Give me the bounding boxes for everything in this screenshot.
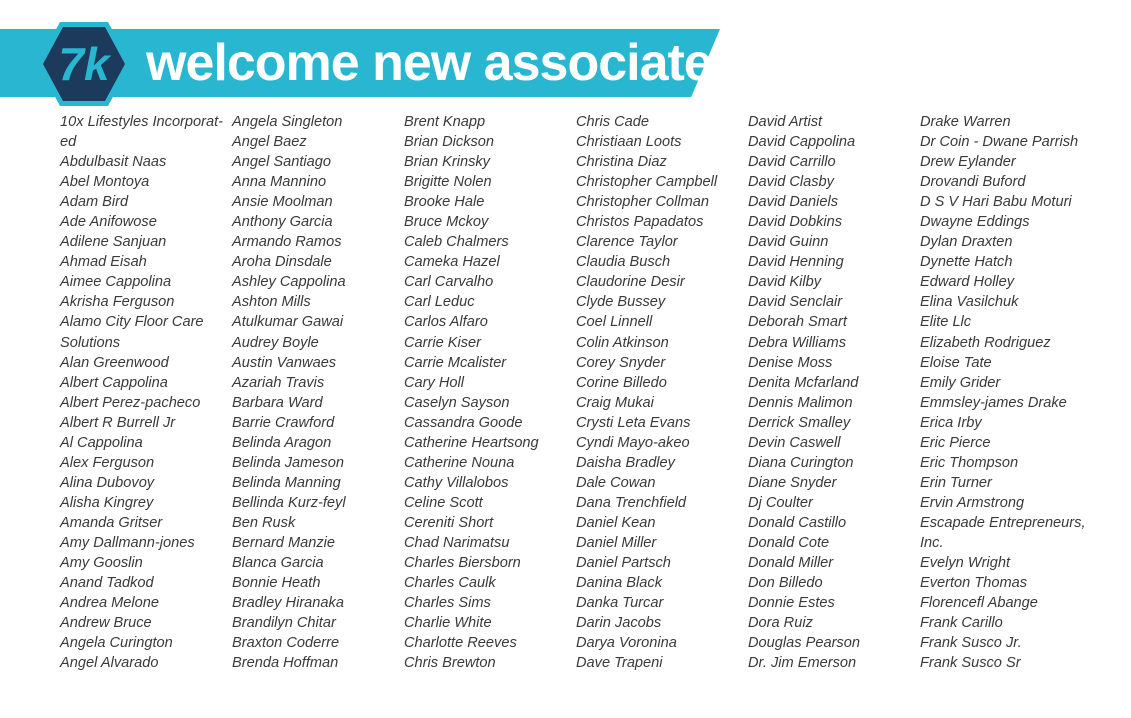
associate-name: Denise Moss: [748, 354, 833, 371]
associate-name: Dora Ruiz: [748, 615, 813, 632]
associate-name: Chris Cade: [576, 114, 649, 130]
associate-name: Daniel Miller: [576, 534, 657, 551]
associate-name: Angela Curington: [60, 635, 173, 652]
associate-name: Christina Diaz: [576, 154, 667, 171]
associate-name: Braxton Coderre: [232, 635, 340, 652]
associate-name: Christiaan Loots: [576, 134, 682, 151]
associates-list: [60, 112, 1120, 673]
names-column-1: [60, 112, 232, 673]
associate-name: Denita Mcfarland: [748, 374, 859, 391]
associate-name: Drew Eylander: [920, 154, 1016, 171]
associate-name: Belinda Aragon: [232, 434, 332, 451]
associate-name: Dana Trenchfield: [576, 494, 687, 511]
page-title: welcome new associates!: [146, 34, 756, 92]
associate-name: Darya Voronina: [576, 635, 677, 652]
associate-name: Brooke Hale: [404, 194, 485, 211]
associate-name: Ade Anifowose: [60, 214, 157, 231]
associate-name: Barrie Crawford: [232, 414, 335, 431]
associate-name: Belinda Manning: [232, 474, 341, 491]
associate-name: Dr Coin - Dwane Parrish: [920, 134, 1079, 151]
associate-name: Alan Greenwood: [60, 354, 169, 371]
associate-name: Ashton Mills: [232, 294, 311, 311]
associate-name: Charlotte Reeves: [404, 635, 517, 652]
associate-name: Dr. Jim Emerson: [748, 655, 857, 672]
associate-name: David Kilby: [748, 274, 821, 291]
associate-name: Blanca Garcia: [232, 555, 324, 572]
associate-name: Albert Cappolina: [60, 374, 168, 391]
associate-name: Darin Jacobs: [576, 615, 662, 632]
associate-name: Donald Miller: [748, 555, 834, 572]
associate-name: Akrisha Ferguson: [60, 294, 175, 311]
names-column-5: [748, 112, 920, 673]
associate-name: Azariah Travis: [232, 374, 325, 391]
associate-name: Brigitte Nolen: [404, 174, 492, 191]
associate-name: Diane Snyder: [748, 474, 837, 491]
associate-name: Atulkumar Gawai: [232, 314, 344, 331]
associate-name: Anthony Garcia: [232, 214, 333, 231]
associate-name: Brent Knapp: [404, 114, 486, 130]
associate-name: Coel Linnell: [576, 314, 653, 331]
names-column-2: [232, 112, 404, 673]
associate-name: Douglas Pearson: [748, 635, 860, 652]
associate-name: Donald Cote: [748, 534, 830, 551]
associate-name: Anand Tadkod: [60, 575, 154, 592]
associate-name: Erica Irby: [920, 414, 982, 431]
associate-name: Chad Narimatsu: [404, 534, 510, 551]
associate-name: Daniel Partsch: [576, 555, 671, 572]
associate-name: Corine Billedo: [576, 374, 667, 391]
associate-name: Diana Curington: [748, 454, 854, 471]
associate-name: Charles Sims: [404, 595, 491, 612]
associate-name: Carl Carvalho: [404, 274, 494, 291]
associate-name: Corey Snyder: [576, 354, 666, 371]
logo-text: 7k: [58, 38, 110, 90]
associate-name: Brian Dickson: [404, 134, 495, 151]
associate-name: Barbara Ward: [232, 394, 323, 411]
associate-name: Al Cappolina: [60, 434, 143, 451]
associate-name: David Senclair: [748, 294, 843, 311]
associate-name: Angel Alvarado: [60, 655, 159, 672]
associate-name: Dylan Draxten: [920, 234, 1013, 251]
associate-name: David Guinn: [748, 234, 829, 251]
associate-name: Frank Susco Jr.: [920, 635, 1022, 652]
associate-name: Aimee Cappolina: [60, 274, 172, 291]
associate-name: Austin Vanwaes: [232, 354, 337, 371]
associate-name: Cameka Hazel: [404, 254, 500, 271]
associate-name: Donnie Estes: [748, 595, 835, 612]
associate-name: D S V Hari Babu Moturi: [920, 194, 1072, 211]
associate-name: Crysti Leta Evans: [576, 414, 691, 431]
associate-name: Eric Thompson: [920, 454, 1019, 471]
associate-name: Dj Coulter: [748, 494, 813, 511]
associate-name: Dale Cowan: [576, 474, 656, 491]
associate-name: Andrea Melone: [60, 595, 159, 612]
associate-name: Abdulbasit Naas: [60, 154, 167, 171]
associate-name: Charles Caulk: [404, 575, 496, 592]
associate-name: Charlie White: [404, 615, 492, 632]
associate-name: Cary Holl: [404, 374, 465, 391]
associate-name: Bonnie Heath: [232, 575, 321, 592]
associate-name: Christopher Campbell: [576, 174, 718, 191]
associate-name: Dwayne Eddings: [920, 214, 1030, 231]
associate-name: Devin Caswell: [748, 434, 841, 451]
associate-name: Aroha Dinsdale: [232, 254, 332, 271]
associate-name: Caleb Chalmers: [404, 234, 509, 251]
associate-name: Cereniti Short: [404, 514, 494, 531]
associate-name: Catherine Heartsong: [404, 434, 539, 451]
associate-name: Derrick Smalley: [748, 414, 851, 431]
associate-name: Carrie Mcalister: [404, 354, 507, 371]
associate-name: Bruce Mckoy: [404, 214, 489, 231]
associate-name: Eric Pierce: [920, 434, 991, 451]
associate-name: Drake Warren: [920, 114, 1011, 130]
associate-name: Dynette Hatch: [920, 254, 1013, 271]
associate-name: Ahmad Eisah: [60, 254, 147, 271]
associate-name: Clarence Taylor: [576, 234, 678, 251]
associate-name: Carlos Alfaro: [404, 314, 488, 331]
associate-name: Dave Trapeni: [576, 655, 663, 672]
associate-name: Craig Mukai: [576, 394, 654, 411]
associate-name: Erin Turner: [920, 474, 992, 491]
associate-name: Everton Thomas: [920, 575, 1028, 592]
associate-name: Adilene Sanjuan: [60, 234, 167, 251]
associate-name: Amanda Gritser: [60, 514, 163, 531]
associate-name: Cassandra Goode: [404, 414, 523, 431]
associate-name: Celine Scott: [404, 494, 483, 511]
associate-name: Caselyn Sayson: [404, 394, 510, 411]
associate-name: 10x Lifestyles Incorporat-ed: [60, 114, 224, 151]
associate-name: Donald Castillo: [748, 514, 847, 531]
associate-name: Don Billedo: [748, 575, 823, 592]
associate-name: Alex Ferguson: [60, 454, 155, 471]
associate-name: Carl Leduc: [404, 294, 475, 311]
associate-name: Elizabeth Rodriguez: [920, 334, 1051, 351]
associate-name: Ansie Moolman: [232, 194, 333, 211]
associate-name: Angela Singleton: [232, 114, 343, 130]
associate-name: Ashley Cappolina: [232, 274, 346, 291]
associate-name: Florencefl Abange: [920, 595, 1038, 612]
associate-name: Albert R Burrell Jr: [60, 414, 176, 431]
associate-name: David Cappolina: [748, 134, 856, 151]
associate-name: Emily Grider: [920, 374, 1001, 391]
associate-name: Colin Atkinson: [576, 334, 669, 351]
associate-name: Brenda Hoffman: [232, 655, 339, 672]
associate-name: Danina Black: [576, 575, 662, 592]
associate-name: Clyde Bussey: [576, 294, 666, 311]
associate-name: David Clasby: [748, 174, 834, 191]
associate-name: David Artist: [748, 114, 823, 130]
associate-name: Charles Biersborn: [404, 555, 521, 572]
associate-name: Elina Vasilchuk: [920, 294, 1019, 311]
associate-name: Anna Mannino: [232, 174, 327, 191]
names-column-6: [920, 112, 1092, 673]
associate-name: Christopher Collman: [576, 194, 710, 211]
associate-name: Belinda Jameson: [232, 454, 344, 471]
associate-name: Bernard Manzie: [232, 534, 336, 551]
associate-name: Escapade Entrepreneurs, Inc.: [920, 514, 1086, 551]
associate-name: David Dobkins: [748, 214, 843, 231]
associate-name: Bellinda Kurz-feyl: [232, 494, 346, 511]
associate-name: Debra Williams: [748, 334, 846, 351]
associate-name: Claudorine Desir: [576, 274, 685, 291]
associate-name: Audrey Boyle: [232, 334, 319, 351]
associate-name: Edward Holley: [920, 274, 1015, 291]
associate-name: Emmsley-james Drake: [920, 394, 1067, 411]
associate-name: Chris Brewton: [404, 655, 496, 672]
associate-name: Claudia Busch: [576, 254, 671, 271]
associate-name: David Daniels: [748, 194, 839, 211]
company-logo: [36, 20, 132, 108]
names-column-3: [404, 112, 576, 673]
associate-name: Ben Rusk: [232, 514, 296, 531]
associate-name: Albert Perez-pacheco: [60, 394, 201, 411]
associate-name: Deborah Smart: [748, 314, 847, 331]
associate-name: David Carrillo: [748, 154, 836, 171]
associate-name: Adam Bird: [60, 194, 129, 211]
associate-name: Cathy Villalobos: [404, 474, 509, 491]
associate-name: Frank Carillo: [920, 615, 1003, 632]
associate-name: Andrew Bruce: [60, 615, 152, 632]
associate-name: Catherine Nouna: [404, 454, 515, 471]
associate-name: Danka Turcar: [576, 595, 664, 612]
associate-name: Evelyn Wright: [920, 555, 1011, 572]
associate-name: Daniel Kean: [576, 514, 656, 531]
associate-name: Eloise Tate: [920, 354, 992, 371]
associate-name: Carrie Kiser: [404, 334, 482, 351]
associate-name: Ervin Armstrong: [920, 494, 1025, 511]
associate-name: Alisha Kingrey: [60, 494, 154, 511]
associate-name: Alamo City Floor Care Solutions: [60, 314, 204, 351]
associate-name: Christos Papadatos: [576, 214, 704, 231]
associate-name: Frank Susco Sr: [920, 655, 1021, 672]
associate-name: David Henning: [748, 254, 844, 271]
associate-name: Amy Gooslin: [60, 555, 143, 572]
associate-name: Angel Santiago: [232, 154, 331, 171]
associate-name: Amy Dallmann-jones: [60, 534, 195, 551]
associate-name: Brandilyn Chitar: [232, 615, 336, 632]
associate-name: Dennis Malimon: [748, 394, 853, 411]
associate-name: Daisha Bradley: [576, 454, 675, 471]
names-column-4: [576, 112, 748, 673]
associate-name: Cyndi Mayo-akeo: [576, 434, 690, 451]
associate-name: Armando Ramos: [232, 234, 342, 251]
associate-name: Drovandi Buford: [920, 174, 1026, 191]
associate-name: Elite Llc: [920, 314, 972, 331]
associate-name: Brian Krinsky: [404, 154, 490, 171]
associate-name: Alina Dubovoy: [60, 474, 155, 491]
associate-name: Angel Baez: [232, 134, 307, 151]
associate-name: Bradley Hiranaka: [232, 595, 344, 612]
associate-name: Abel Montoya: [60, 174, 150, 191]
